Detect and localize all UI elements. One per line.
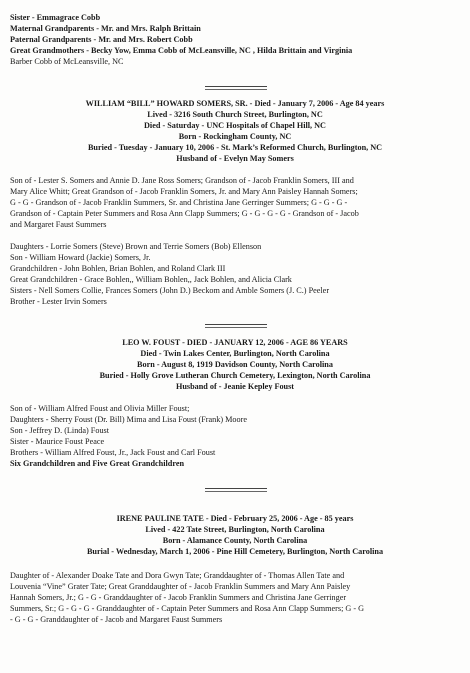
foust-son-of: Son of - William Alfred Foust and Olivia Miller Foust; — [10, 404, 190, 413]
great-grandmothers-cont: Barber Cobb of McLeansville, NC — [10, 57, 124, 66]
foust-sister: Sister - Maurice Foust Peace — [10, 437, 105, 446]
tate-heading: IRENE PAULINE TATE - Died - February 25, 2006 - Age - 85 years — [116, 514, 354, 523]
somers-daughters: Daughters - Lorrie Somers (Steve) Brown and Terrie Somers (Bob) Ellenson — [10, 242, 262, 251]
somers-lineage-5: and Margaret Faust Summers — [10, 220, 107, 229]
somers-died: Died - Saturday - UNC Hospitals of Chapel Hill, NC — [144, 121, 326, 130]
foust-died: Died - Twin Lakes Center, Burlington, North Carolina — [140, 349, 330, 358]
somers-grandchildren: Grandchildren - John Bohlen, Brian Bohlen, and Roland Clark III — [10, 264, 226, 273]
paternal-grandparents: Paternal Grandparents - Mr. and Mrs. Robert Cobb — [10, 35, 193, 44]
tate-lineage-4: Summers, Sr.; G - G - G - Granddaughter of - Captain Peter Summers and Rosa Ann Clapp Summers; G - G — [10, 604, 365, 613]
tate-born: Born - Alamance County, North Carolina — [162, 536, 308, 545]
separator — [205, 327, 267, 328]
maternal-grandparents: Maternal Grandparents - Mr. and Mrs. Ralph Brittain — [10, 24, 201, 33]
great-grandmothers: Great Grandmothers - Becky Yow, Emma Cobb of McLeansville, NC , Hilda Brittain and Virginia — [10, 46, 353, 55]
separator — [205, 89, 267, 90]
foust-brothers: Brothers - William Alfred Foust, Jr., Jack Foust and Carl Foust — [10, 448, 216, 457]
tate-burial: Burial - Wednesday, March 1, 2006 - Pine Hill Cemetery, Burlington, North Carolina — [86, 547, 384, 556]
somers-brother: Brother - Lester Irvin Somers — [10, 297, 107, 306]
tate-lineage-5: - G - G - Granddaughter of - Jacob and Margaret Faust Summers — [10, 615, 223, 624]
separator — [205, 86, 267, 87]
somers-lineage-4: Grandson of - Captain Peter Summers and Rosa Ann Clapp Summers; G - G - G - G - Grandson of - Jacob — [10, 209, 359, 218]
tate-lived: Lived - 422 Tate Street, Burlington, North Carolina — [145, 525, 325, 534]
somers-husband-of: Husband of - Evelyn May Somers — [176, 154, 294, 163]
somers-sisters: Sisters - Nell Somers Collie, Frances Somers (John D.) Beckom and Amble Somers (J. C.) Peeler — [10, 286, 330, 295]
somers-son: Son - William Howard (Jackie) Somers, Jr. — [10, 253, 151, 262]
somers-lineage-3: G - G - Grandson of - Jacob Franklin Summers, Sr. and Christina Jane Gerringer Summers; G - G - G - — [10, 198, 348, 207]
foust-grandchildren: Six Grandchildren and Five Great Grandchildren — [10, 459, 185, 468]
somers-lineage-2: Mary Alice Whitt; Great Grandson of - Jacob Franklin Somers, Jr. and Mary Ann Paisley Hannah Somers; — [10, 187, 358, 196]
somers-buried: Buried - Tuesday - January 10, 2006 - St. Mark’s Reformed Church, Burlington, NC — [87, 143, 383, 152]
tate-lineage-3: Hannah Somers, Jr.; G - G - Granddaughter of - Jacob Franklin Summers and Christina Jane Gerringer — [10, 593, 347, 602]
somers-heading: WILLIAM “BILL” HOWARD SOMERS, SR. - Died - January 7, 2006 - Age 84 years — [85, 99, 385, 108]
foust-daughters: Daughters - Sherry Foust (Dr. Bill) Mima and Lisa Foust (Frank) Moore — [10, 415, 247, 424]
somers-born: Born - Rockingham County, NC — [178, 132, 292, 141]
tate-lineage-1: Daughter of - Alexander Doake Tate and Dora Gwyn Tate; Granddaughter of - Thomas Allen Tate and — [10, 571, 345, 580]
separator — [205, 488, 267, 489]
somers-lived: Lived - 3216 South Church Street, Burlington, NC — [147, 110, 323, 119]
foust-buried: Buried - Holly Grove Lutheran Church Cemetery, Lexington, North Carolina — [99, 371, 371, 380]
tate-lineage-2: Louvenia “Vine” Grater Tate; Great Granddaughter of - Jacob Franklin Summers and Mary Ann Paisley — [10, 582, 351, 591]
foust-husband-of: Husband of - Jeanie Kepley Foust — [175, 382, 295, 391]
somers-great-grandchildren: Great Grandchildren - Grace Bohlen,, William Bohlen,, Jack Bohlen, and Alicia Clark — [10, 275, 292, 284]
separator — [205, 491, 267, 492]
sister-line: Sister - Emmagrace Cobb — [10, 13, 101, 22]
separator — [205, 324, 267, 325]
foust-heading: LEO W. FOUST - DIED - JANUARY 12, 2006 - AGE 86 YEARS — [122, 338, 348, 347]
somers-lineage-1: Son of - Lester S. Somers and Annie D. Jane Ross Somers; Grandson of - Jacob Franklin Somers, III and — [10, 176, 354, 185]
foust-born: Born - August 8, 1919 Davidson County, North Carolina — [137, 360, 333, 369]
foust-son: Son - Jeffrey D. (Linda) Foust — [10, 426, 109, 435]
